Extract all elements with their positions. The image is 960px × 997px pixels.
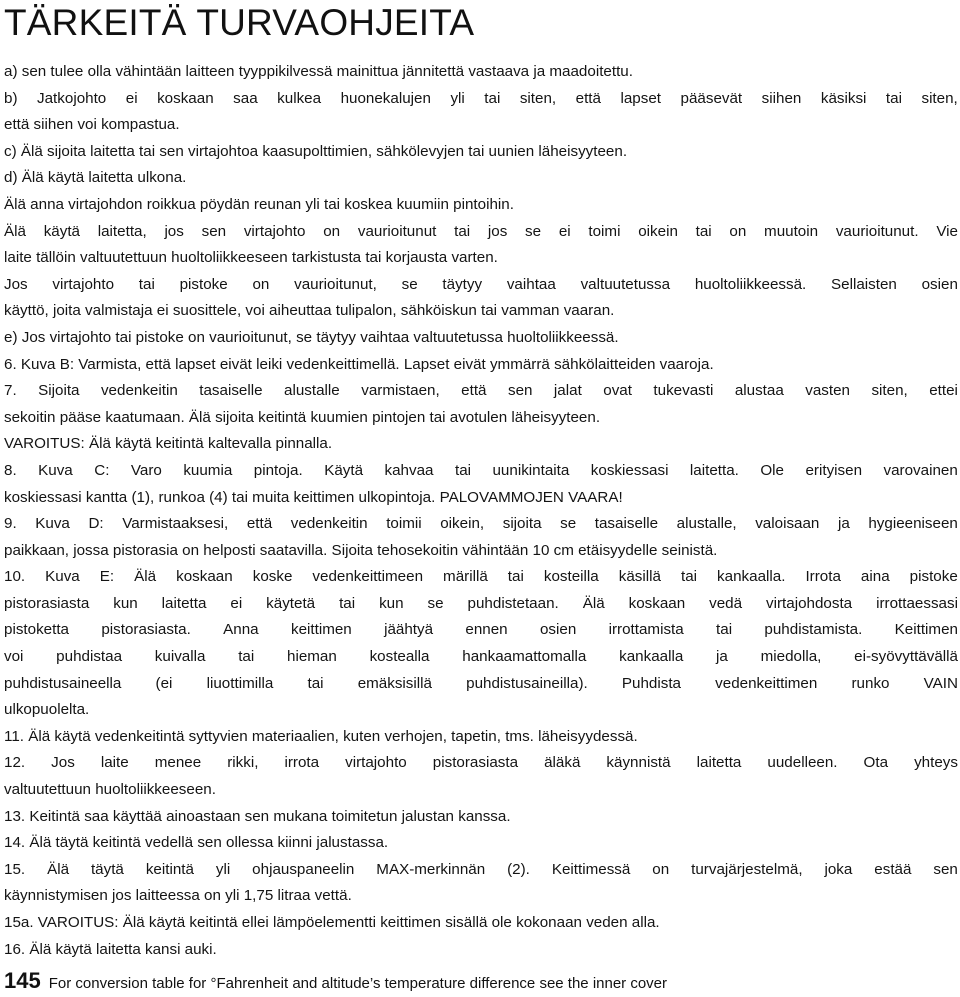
word: 9.	[4, 515, 17, 533]
text-line: käyttö, joita valmistaja ei suosittele, voi aiheuttaa tulipalon, sähköiskun tai vamman vaaran.	[4, 302, 615, 320]
word: 8.	[4, 461, 17, 479]
word: kahvaa	[384, 461, 434, 479]
word: että	[575, 89, 601, 107]
word: (ei	[155, 674, 173, 692]
word: jos	[487, 222, 508, 240]
word: puhdistusaineella	[4, 674, 122, 692]
word: Sellaisten	[831, 275, 897, 293]
word: 12.	[4, 754, 26, 772]
word: Jos	[4, 275, 28, 293]
word: vedenkeitin	[290, 515, 368, 533]
word: se	[560, 515, 577, 533]
word: Käytä	[324, 461, 364, 479]
word: se	[427, 594, 444, 612]
word: keittimen	[290, 621, 352, 639]
word: siten,	[921, 89, 958, 107]
word: kankaalla.	[717, 568, 786, 586]
word: Keittimen	[894, 621, 958, 639]
word: tai	[307, 674, 324, 692]
word: Älä	[47, 860, 70, 878]
word: Ole	[760, 461, 784, 479]
word: kuumia	[183, 461, 233, 479]
word: koskaan	[176, 568, 233, 586]
word: jäähtyä	[384, 621, 434, 639]
word: Varmistaaksesi,	[122, 515, 229, 533]
word: pistorasiasta	[432, 754, 519, 772]
word: pistoke	[179, 275, 228, 293]
word: kun	[113, 594, 138, 612]
word: oikein	[638, 222, 678, 240]
word: vedä	[709, 594, 743, 612]
word: pistoke	[909, 568, 958, 586]
word: kankaalla	[619, 648, 684, 666]
word: ei	[558, 222, 571, 240]
text-line: koskiessasi kantta (1), runkoa (4) tai muita keittimen ulkopintoja. PALOVAMMOJEN VAARA!	[4, 488, 623, 506]
word: on	[729, 222, 747, 240]
word: että	[461, 382, 487, 400]
word: kostealla	[369, 648, 430, 666]
word: puhdistaa	[56, 648, 123, 666]
word: hygieeniseen	[868, 515, 958, 533]
word: sen	[507, 382, 533, 400]
word: ohjauspaneelin	[252, 860, 355, 878]
word: laitetta	[161, 594, 207, 612]
text-line	[4, 857, 958, 884]
text-line	[4, 378, 958, 405]
word: puhdistusaineilla).	[466, 674, 588, 692]
word: yhteys	[914, 754, 958, 772]
word: vasten	[805, 382, 850, 400]
word: kosteilla	[543, 568, 599, 586]
word: Vie	[936, 222, 958, 240]
page-title: TÄRKEITÄ TURVAOHJEITA	[4, 2, 475, 43]
word: kulkea	[277, 89, 322, 107]
word: Kuva	[45, 568, 80, 586]
word: Keittimessä	[551, 860, 631, 878]
word: vaihtaa	[506, 275, 556, 293]
word: on	[323, 222, 341, 240]
text-line: käynnistymisen jos laitteessa on yli 1,75 litraa vettä.	[4, 887, 352, 905]
text-line	[4, 591, 958, 618]
word: tai	[339, 594, 356, 612]
instructions-body	[4, 59, 958, 963]
word: että	[246, 515, 273, 533]
word: puhdistetaan.	[467, 594, 559, 612]
text-line	[4, 644, 958, 671]
text-line: 11. Älä käytä vedenkeitintä syttyvien materiaalien, kuten verhojen, tapetin, tms. läheisyydessä.	[4, 727, 638, 745]
word: valtuutetussa	[580, 275, 671, 293]
word: osien	[921, 275, 958, 293]
word: varovainen	[883, 461, 958, 479]
text-line: että siihen voi kompastua.	[4, 116, 180, 134]
word: estää	[874, 860, 912, 878]
word: koskaan	[628, 594, 686, 612]
word: D:	[88, 515, 104, 533]
word: ja	[837, 515, 850, 533]
text-line: 6. Kuva B: Varmista, että lapset eivät leiki vedenkeittimellä. Lapset eivät ymmärrä sähkölaitteiden vaaroja.	[4, 355, 714, 373]
word: kun	[379, 594, 404, 612]
text-line: 15a. VAROITUS: Älä käytä keitintä ellei lämpöelementti keittimen sisällä ole kokonaan veden alla.	[4, 914, 660, 931]
word: Kuva	[38, 461, 73, 479]
word: tukevasti	[653, 382, 714, 400]
word: uunikintaita	[492, 461, 570, 479]
word: E:	[99, 568, 115, 586]
word: siihen	[761, 89, 802, 107]
word: b)	[4, 89, 18, 107]
word: vaurioitunut,	[294, 275, 377, 293]
word: ei-syövyttävällä	[854, 648, 958, 666]
word: vedenkeitin	[100, 382, 178, 400]
word: irrottamista	[608, 621, 684, 639]
text-line	[4, 511, 958, 538]
word: jalat	[553, 382, 582, 400]
text-line: sekoitin pääse kaatumaan. Älä sijoita keitintä kuumien pintojen tai avotulen läheisyyteen.	[4, 408, 601, 426]
text-line: laite tällöin valtuutettuun huoltoliikkeeseen tarkistusta tai korjausta varten.	[4, 249, 498, 267]
word: tai	[238, 648, 255, 666]
word: runko	[851, 674, 890, 692]
word: ei	[125, 89, 138, 107]
word: hieman	[287, 648, 337, 666]
word: muutoin	[764, 222, 819, 240]
word: tai	[484, 89, 501, 107]
word: joka	[824, 860, 853, 878]
word: sen	[933, 860, 958, 878]
word: menee	[154, 754, 202, 772]
word: sijoita	[502, 515, 542, 533]
word: vaurioitunut	[357, 222, 437, 240]
word: 7.	[4, 382, 17, 400]
word: aina	[860, 568, 890, 586]
word: koske	[252, 568, 293, 586]
word: emäksisillä	[357, 674, 432, 692]
word: se	[401, 275, 418, 293]
word: virtajohto	[345, 754, 407, 772]
word: Älä	[134, 568, 157, 586]
word: laitetta	[696, 754, 742, 772]
word: (2).	[507, 860, 530, 878]
word: osien	[539, 621, 577, 639]
word: irrota	[284, 754, 320, 772]
text-line: paikkaan, jossa pistorasia on helposti saatavilla. Sijoita tehosekoitin vähintään 10 cm etäisyydelle seinistä.	[4, 541, 718, 559]
text-line: 14. Älä täytä keitintä vedellä sen ollessa kiinni jalustassa.	[4, 834, 389, 852]
word: huoltoliikkeessä.	[694, 275, 807, 293]
word: saa	[233, 89, 258, 107]
word: laitetta.	[689, 461, 739, 479]
word: on	[252, 275, 270, 293]
word: se	[525, 222, 542, 240]
word: Ota	[863, 754, 889, 772]
word: pintoja.	[253, 461, 303, 479]
text-line	[4, 671, 958, 698]
word: irrottaessasi	[876, 594, 958, 612]
word: valoisaan	[755, 515, 820, 533]
word: käytä	[43, 222, 80, 240]
word: oikein,	[440, 515, 485, 533]
word: tai	[454, 222, 471, 240]
word: tasaiselle	[199, 382, 263, 400]
word: tai	[695, 222, 712, 240]
word: 15.	[4, 860, 26, 878]
word: tasaiselle	[594, 515, 659, 533]
text-line	[4, 458, 958, 485]
word: pistoketta	[4, 621, 70, 639]
word: koskiessasi	[590, 461, 669, 479]
word: tai	[138, 275, 155, 293]
text-line: a) sen tulee olla vähintään laitteen tyyppikilvessä mainittua jännitettä vastaava ja maadoitettu.	[4, 63, 633, 80]
word: tai	[507, 568, 524, 586]
text-line: 16. Älä käytä laitetta kansi auki.	[4, 940, 217, 958]
word: käytetä	[266, 594, 316, 612]
word: MAX-merkinnän	[376, 860, 486, 878]
word: Sijoita	[38, 382, 80, 400]
word: vedenkeittimeen	[312, 568, 424, 586]
word: virtajohdosta	[766, 594, 853, 612]
word: 10.	[4, 568, 26, 586]
word: tai	[680, 568, 698, 586]
word: ei	[230, 594, 243, 612]
word: alustaa	[734, 382, 784, 400]
word: yli	[450, 89, 465, 107]
word: virtajohto	[52, 275, 115, 293]
word: pistorasiasta.	[101, 621, 191, 639]
word: alustalle	[284, 382, 340, 400]
word: yli	[215, 860, 231, 878]
text-line	[4, 86, 958, 113]
word: virtajohto	[243, 222, 306, 240]
text-line: VAROITUS: Älä käytä keitintä kaltevalla pinnalla.	[4, 435, 333, 453]
word: jos	[164, 222, 184, 240]
text-line	[4, 564, 958, 591]
word: toimi	[588, 222, 621, 240]
word: varmistaen,	[361, 382, 440, 400]
word: vedenkeittimen	[715, 674, 818, 692]
word: Kuva	[35, 515, 70, 533]
word: kuivalla	[154, 648, 206, 666]
word: siten,	[871, 382, 908, 400]
word: Puhdista	[621, 674, 681, 692]
text-line	[4, 750, 958, 777]
word: alustalle,	[676, 515, 737, 533]
word: Anna	[223, 621, 259, 639]
word: täytä	[90, 860, 124, 878]
text-line: ulkopuolelta.	[4, 701, 90, 719]
word: koskaan	[157, 89, 214, 107]
word: ja	[716, 648, 728, 666]
word: uudelleen.	[767, 754, 838, 772]
word: turvajärjestelmä,	[691, 860, 803, 878]
word: rikki,	[227, 754, 259, 772]
word: sen	[201, 222, 227, 240]
text-line: e) Jos virtajohto tai pistoke on vaurioitunut, se täytyy vaihtaa valtuutetussa huoltoliikkeessä.	[4, 328, 619, 346]
text-line: Älä anna virtajohdon roikkua pöydän reunan yli tai koskea kuumiin pintoihin.	[4, 195, 514, 213]
word: hankaamattomalla	[462, 648, 587, 666]
word: täytyy	[442, 275, 483, 293]
word: erityisen	[805, 461, 863, 479]
word: vaurioitunut.	[835, 222, 919, 240]
word: laite	[100, 754, 129, 772]
word: Jatkojohto	[37, 89, 107, 107]
word: käsillä	[618, 568, 661, 586]
word: liuottimilla	[206, 674, 274, 692]
word: ovat	[603, 382, 632, 400]
word: huonekalujen	[340, 89, 431, 107]
text-line: 13. Keitintä saa käyttää ainoastaan sen mukana toimitetun jalustan kanssa.	[4, 807, 511, 825]
word: äläkä	[544, 754, 581, 772]
word: tai	[716, 621, 733, 639]
page-number: 145	[4, 968, 41, 993]
word: ennen	[465, 621, 508, 639]
text-line: c) Älä sijoita laitetta tai sen virtajohtoa kaasupolttimien, sähkölevyjen tai uunien läheisyyteen.	[4, 142, 628, 160]
word: ettei	[929, 382, 958, 400]
word: Jos	[51, 754, 75, 772]
word: Irrota	[805, 568, 841, 586]
word: puhdistamista.	[764, 621, 863, 639]
word: märillä	[443, 568, 488, 586]
page-footer	[4, 968, 667, 994]
word: on	[652, 860, 670, 878]
word: käsiksi	[820, 89, 867, 107]
word: Älä	[582, 594, 605, 612]
word: pistorasiasta	[4, 594, 90, 612]
word: laitetta,	[97, 222, 147, 240]
word: Älä	[4, 222, 26, 240]
word: pääsevät	[680, 89, 743, 107]
word: käynnistä	[606, 754, 671, 772]
text-line: d) Älä käytä laitetta ulkona.	[4, 169, 187, 187]
word: tai	[454, 461, 472, 479]
word: siten,	[519, 89, 557, 107]
text-line	[4, 617, 958, 644]
word: voi	[4, 648, 24, 666]
word: C:	[94, 461, 110, 479]
text-line	[4, 272, 958, 299]
text-line	[4, 219, 958, 246]
word: Varo	[130, 461, 162, 479]
word: lapset	[620, 89, 662, 107]
word: VAIN	[923, 674, 958, 692]
word: toimii	[386, 515, 422, 533]
text-line: valtuutettuun huoltoliikkeeseen.	[4, 781, 216, 799]
word: miedolla,	[760, 648, 822, 666]
word: tai	[885, 89, 902, 107]
footer-note: For conversion table for °Fahrenheit and altitude’s temperature difference see the inner cover	[48, 975, 668, 992]
word: keitintä	[145, 860, 194, 878]
